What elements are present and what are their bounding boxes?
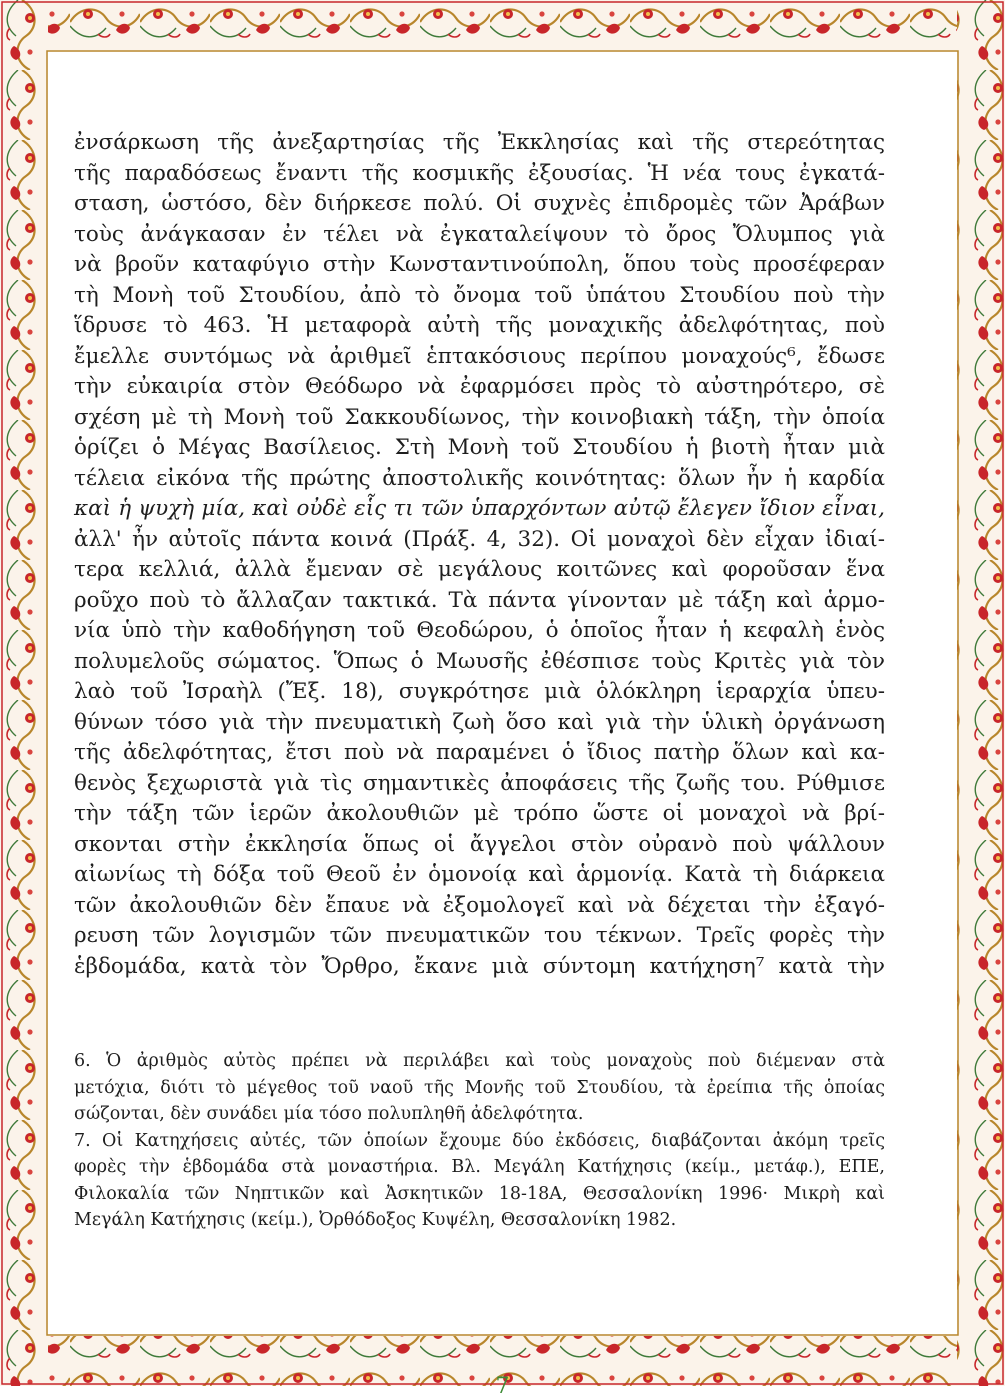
text-line: τέλεια εἰκόνα τῆς πρώτης ἀποστολικῆς κοινότητας: ὅλων ἦν ἡ καρδία	[74, 465, 885, 491]
text-line: τερα κελλιά, ἀλλὰ ἔμεναν σὲ μεγάλους κοιτῶνες καὶ φοροῦσαν ἕνα	[74, 557, 885, 582]
text-line: θύνων τόσο γιὰ τὴν πνευματικὴ ζωὴ ὅσο καὶ γιὰ τὴν ὑλικὴ ὀργάνωση	[74, 709, 885, 735]
text-line: τῶν ἀκολουθιῶν δὲν ἔπαυε νὰ ἐξομολογεῖ καὶ νὰ δέχεται τὴν ἐξαγό-	[74, 892, 885, 918]
text-line: ἔμελλε συντόμως νὰ ἀριθμεῖ ἑπτακόσιους περίπου μοναχούς⁶, ἔδωσε	[74, 343, 885, 369]
footnote-line: σώζονται, δὲν συνάδει μία τόσο πολυπληθῆ ἀδελφότητα.	[74, 1104, 584, 1124]
text-line: ἀλλ' ἦν αὐτοῖς πάντα κοινά (Πράξ. 4, 32). Οἱ μοναχοὶ δὲν εἶχαν ἰδιαί-	[74, 526, 885, 552]
text-line: αἰωνίως τὴ δόξα τοῦ Θεοῦ ἐν ὁμονοίᾳ καὶ ἁρμονίᾳ. Κατὰ τὴ διάρκεια	[74, 862, 885, 887]
text-line: σταση, ὡστόσο, δὲν διήρκεσε πολύ. Οἱ συχνὲς ἐπιδρομὲς τῶν Ἀράβων	[74, 191, 885, 216]
text-line: τῆς παραδόσεως ἔναντι τῆς κοσμικῆς ἐξουσίας. Ἡ νέα τους ἐγκατά-	[74, 160, 885, 186]
text-line: ἵδρυσε τὸ 463. Ἡ μεταφορὰ αὐτὴ τῆς μοναχικῆς ἀδελφότητας, ποὺ	[74, 313, 885, 338]
text-line: τῆς ἀδελφότητας, ἔτσι ποὺ νὰ παραμένει ὁ ἴδιος πατὴρ ὅλων καὶ κα-	[74, 740, 885, 765]
text-line: πολυμελοῦς σώματος. Ὅπως ὁ Μωυσῆς ἐθέσπισε τοὺς Κριτὲς γιὰ τὸν	[74, 648, 885, 674]
text-line: νία ὑπὸ τὴν καθοδήγηση τοῦ Θεοδώρου, ὁ ὁποῖος ἦταν ἡ κεφαλὴ ἑνὸς	[74, 618, 885, 643]
text-line: τὴ Μονὴ τοῦ Στουδίου, ἀπὸ τὸ ὄνομα τοῦ ὑπάτου Στουδίου ποὺ τὴν	[74, 282, 885, 308]
text-line: ροῦχο ποὺ τὸ ἄλλαζαν τακτικά. Τὰ πάντα γίνονταν μὲ τάξη καὶ ἁρμο-	[74, 587, 885, 613]
footnote-line: φορὲς τὴν ἑβδομάδα στὰ μοναστήρια. Βλ. Μεγάλη Κατήχησις (κείμ., μετάφ.), ΕΠΕ,	[74, 1157, 885, 1177]
text-line: νὰ βροῦν καταφύγιο στὴν Κωνσταντινούπολη, ὅπου τοὺς προσέφεραν	[74, 252, 885, 277]
text-line: λαὸ τοῦ Ἰσραὴλ (Ἔξ. 18), συγκρότησε μιὰ ὁλόκληρη ἱεραρχία ὑπευ-	[74, 679, 885, 704]
text-line: καὶ ἡ ψυχὴ μία, καὶ οὐδὲ εἷς τι τῶν ὑπαρχόντων αὐτῷ ἔλεγεν ἴδιον εἶναι,	[74, 496, 885, 521]
text-line: τὴν τάξη τῶν ἱερῶν ἀκολουθιῶν μὲ τρόπο ὥστε οἱ μοναχοὶ νὰ βρί-	[74, 801, 885, 826]
text-line: ὁρίζει ὁ Μέγας Βασίλειος. Στὴ Μονὴ τοῦ Στουδίου ἡ βιοτὴ ἦταν μιὰ	[74, 435, 885, 460]
text-line: τὴν εὐκαιρία στὸν Θεόδωρο νὰ ἐφαρμόσει πρὸς τὸ αὐστηρότερο, σὲ	[74, 374, 885, 399]
footnote-line: 6. Ὁ ἀριθμὸς αὐτὸς πρέπει νὰ περιλάβει καὶ τοὺς μοναχοὺς ποὺ διέμεναν στὰ	[74, 1051, 885, 1071]
footnotes	[74, 1048, 885, 1234]
footnote-line: 7. Οἱ Κατηχήσεις αὐτές, τῶν ὁποίων ἔχουμε δύο ἐκδόσεις, διαβάζονται ἀκόμη τρεῖς	[74, 1130, 885, 1151]
text-line: ἐνσάρκωση τῆς ἀνεξαρτησίας τῆς Ἐκκλησίας καὶ τῆς στερεότητας	[74, 130, 885, 155]
text-line: τοὺς ἀνάγκασαν ἐν τέλει νὰ ἐγκαταλείψουν τὸ ὄρος Ὄλυμπος γιὰ	[74, 221, 885, 247]
text-line: ρευση τῶν λογισμῶν τῶν πνευματικῶν του τέκνων. Τρεῖς φορὲς τὴν	[74, 923, 885, 948]
main-text	[74, 128, 885, 982]
footnote-line: Μεγάλη Κατήχησις (κείμ.), Ὀρθόδοξος Κυψέλη, Θεσσαλονίκη 1982.	[74, 1210, 677, 1230]
footnote-line: μετόχια, διότι τὸ μέγεθος τοῦ ναοῦ τῆς Μονῆς τοῦ Στουδίου, τὰ ἐρείπια τῆς ὁποίας	[74, 1077, 885, 1098]
text-line: σκονται στὴν ἐκκλησία ὅπως οἱ ἄγγελοι στὸν οὐρανὸ ποὺ ψάλλουν	[74, 831, 885, 857]
text-line: ἑβδομάδα, κατὰ τὸν Ὄρθρο, ἔκανε μιὰ σύντομη κατήχηση⁷ κατὰ τὴν	[74, 953, 885, 979]
page-number: 7	[495, 1374, 510, 1399]
footnote-line: Φιλοκαλία τῶν Νηπτικῶν καὶ Ἀσκητικῶν 18-18Α, Θεσσαλονίκη 1996· Μικρὴ καὶ	[74, 1183, 885, 1204]
text-line: θενὸς ξεχωριστὰ γιὰ τὶς σημαντικὲς ἀποφάσεις τῆς ζωῆς του. Ρύθμισε	[74, 770, 885, 796]
text-line: σχέση μὲ τὴ Μονὴ τοῦ Σακκουδίωνος, τὴν κοινοβιακὴ τάξη, τὴν ὁποία	[74, 404, 885, 430]
